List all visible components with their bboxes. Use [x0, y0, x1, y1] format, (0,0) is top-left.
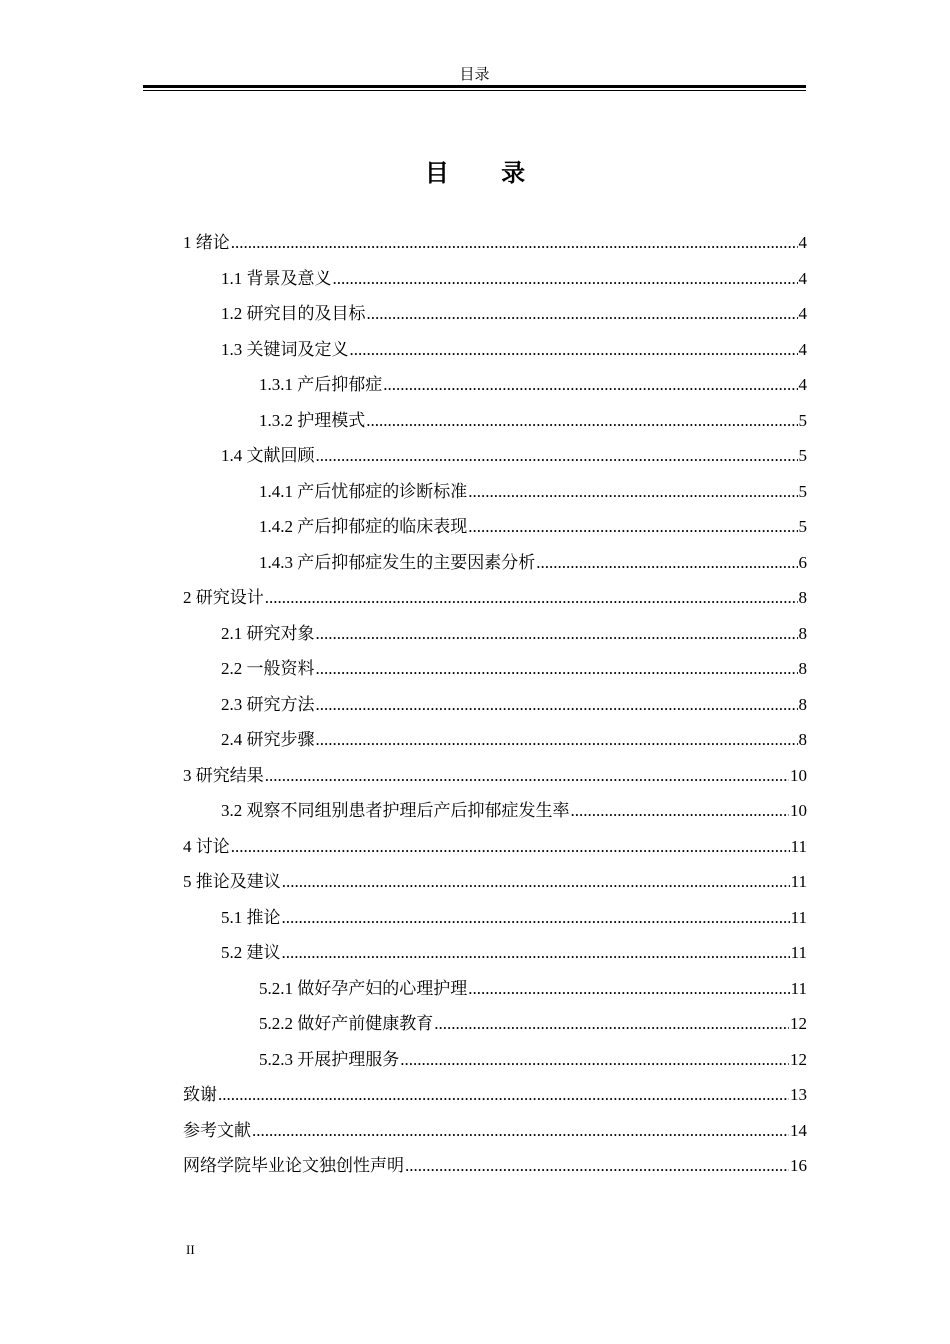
- toc-entry-page: 8: [798, 588, 807, 607]
- toc-entry-page: 10: [790, 765, 807, 785]
- toc-entry[interactable]: [183, 587, 807, 609]
- toc-entry-page: 8: [798, 659, 807, 678]
- toc-entry-page: 11: [790, 943, 807, 962]
- toc-entry-label: 1.4.2 产后抑郁症的临床表现: [259, 517, 468, 536]
- toc-entry[interactable]: [221, 658, 807, 680]
- toc-entry-page: 4: [798, 304, 807, 323]
- toc-entry[interactable]: [183, 871, 807, 893]
- toc-entry[interactable]: [221, 445, 807, 467]
- toc-entry[interactable]: [183, 836, 807, 858]
- toc-entry[interactable]: [221, 623, 807, 645]
- toc-entry-page: 4: [798, 233, 807, 252]
- toc-leader-dots: [571, 800, 790, 822]
- toc-leader-dots: [316, 729, 798, 751]
- toc-entry-page: 11: [790, 872, 807, 891]
- toc-entry-page: 10: [790, 801, 807, 820]
- toc-entry[interactable]: [259, 374, 807, 396]
- toc-entry-page: 8: [798, 694, 807, 714]
- toc-entry[interactable]: [221, 942, 807, 964]
- toc-entry-label: 5.2.2 做好产前健康教育: [259, 1014, 434, 1033]
- toc-entry[interactable]: [183, 765, 807, 787]
- toc-leader-dots: [383, 374, 797, 396]
- toc-entry-page: 11: [790, 978, 807, 998]
- toc-entry-label: 2.2 一般资料: [221, 659, 315, 678]
- toc-entry-label: 2 研究设计: [183, 588, 264, 607]
- toc-entry[interactable]: [259, 552, 807, 574]
- toc-entry[interactable]: [183, 1084, 807, 1106]
- toc-leader-dots: [468, 481, 797, 503]
- toc-entry-label: 5.1 推论: [221, 907, 281, 927]
- toc-entry-label: 4 讨论: [183, 836, 230, 856]
- toc-entry-label: 5.2 建议: [221, 943, 281, 962]
- toc-entry-label: 1 绪论: [183, 233, 230, 252]
- toc-entry[interactable]: [259, 1049, 807, 1071]
- toc-leader-dots: [367, 303, 798, 325]
- toc-leader-dots: [282, 907, 790, 929]
- toc-leader-dots: [265, 587, 798, 609]
- toc-entry[interactable]: [221, 800, 807, 822]
- toc-leader-dots: [231, 836, 790, 858]
- toc-leader-dots: [400, 1049, 789, 1071]
- toc-leader-dots: [366, 410, 797, 432]
- toc-entry-page: 12: [790, 1014, 807, 1033]
- toc-entry-label: 1.2 研究目的及目标: [221, 304, 366, 323]
- toc-entry-label: 3.2 观察不同组别患者护理后产后抑郁症发生率: [221, 801, 570, 820]
- toc-entry-page: 8: [798, 623, 807, 643]
- toc-leader-dots: [218, 1084, 789, 1106]
- toc-leader-dots: [350, 339, 798, 361]
- toc-leader-dots: [468, 516, 797, 538]
- toc-entry[interactable]: [183, 1120, 807, 1142]
- toc-entry-label: 3 研究结果: [183, 765, 264, 785]
- toc-entry[interactable]: [221, 729, 807, 751]
- toc-entry-page: 4: [798, 339, 807, 359]
- toc-entry[interactable]: [221, 694, 807, 716]
- toc-entry-label: 5 推论及建议: [183, 872, 281, 891]
- toc-entry-label: 2.4 研究步骤: [221, 730, 315, 749]
- page-number: II: [186, 1242, 195, 1257]
- toc-entry[interactable]: [259, 410, 807, 432]
- toc-leader-dots: [316, 445, 798, 467]
- toc-entry-label: 2.3 研究方法: [221, 694, 315, 714]
- toc-leader-dots: [405, 1155, 789, 1177]
- toc-entry-label: 1.3.2 护理模式: [259, 410, 366, 430]
- toc-entry-page: 5: [798, 517, 807, 536]
- toc-entry[interactable]: [259, 516, 807, 538]
- toc-entry-label: 致谢: [183, 1085, 217, 1104]
- toc-leader-dots: [252, 1120, 789, 1142]
- toc-entry-label: 1.3.1 产后抑郁症: [259, 375, 383, 394]
- toc-entry-label: 1.3 关键词及定义: [221, 339, 349, 359]
- toc-entry[interactable]: [221, 268, 807, 290]
- toc-entry[interactable]: [221, 339, 807, 361]
- toc-entry[interactable]: [259, 481, 807, 503]
- toc-leader-dots: [265, 765, 789, 787]
- toc-entry[interactable]: [259, 978, 807, 1000]
- toc-leader-dots: [231, 232, 798, 254]
- toc-entry-page: 11: [790, 907, 807, 927]
- toc-entry-page: 5: [798, 410, 807, 430]
- toc-entry-page: 4: [798, 268, 807, 288]
- toc-leader-dots: [316, 623, 798, 645]
- toc-leader-dots: [316, 694, 798, 716]
- toc-entry-label: 1.4.1 产后忧郁症的诊断标准: [259, 481, 468, 501]
- running-header: 目录: [459, 67, 490, 83]
- toc-entry[interactable]: [183, 1155, 807, 1177]
- toc-entry-page: 8: [798, 730, 807, 749]
- toc-entry-page: 14: [790, 1120, 807, 1140]
- header-rule-thick: [143, 85, 806, 88]
- toc-leader-dots: [333, 268, 798, 290]
- toc-entry-label: 5.2.3 开展护理服务: [259, 1049, 400, 1069]
- toc-entry-page: 6: [798, 552, 807, 572]
- header-rule-thin: [143, 90, 806, 91]
- toc-entry-page: 4: [798, 375, 807, 394]
- toc-entry[interactable]: [183, 232, 807, 254]
- toc-entry-label: 2.1 研究对象: [221, 623, 315, 643]
- toc-entry-label: 1.4 文献回顾: [221, 446, 315, 465]
- toc-entry-page: 5: [798, 446, 807, 465]
- toc-entry-label: 1.4.3 产后抑郁症发生的主要因素分析: [259, 552, 536, 572]
- toc-leader-dots: [316, 658, 798, 680]
- toc-entry[interactable]: [221, 907, 807, 929]
- toc-entry-label: 5.2.1 做好孕产妇的心理护理: [259, 978, 468, 998]
- toc-entry-page: 13: [790, 1085, 807, 1104]
- toc-leader-dots: [282, 871, 790, 893]
- toc-entry-label: 参考文献: [183, 1120, 251, 1140]
- toc-leader-dots: [282, 942, 790, 964]
- toc-entry-page: 11: [790, 836, 807, 856]
- toc-leader-dots: [536, 552, 797, 574]
- toc-entry-label: 1.1 背景及意义: [221, 268, 332, 288]
- toc-leader-dots: [434, 1013, 789, 1035]
- toc-entry[interactable]: [221, 303, 807, 325]
- toc-entry-page: 16: [790, 1156, 807, 1175]
- toc-entry-page: 5: [798, 481, 807, 501]
- toc-entry-page: 12: [790, 1049, 807, 1069]
- toc-leader-dots: [468, 978, 789, 1000]
- toc-title: 目 录: [424, 159, 548, 187]
- toc-entry[interactable]: [259, 1013, 807, 1035]
- toc-entry-label: 网络学院毕业论文独创性声明: [183, 1156, 404, 1175]
